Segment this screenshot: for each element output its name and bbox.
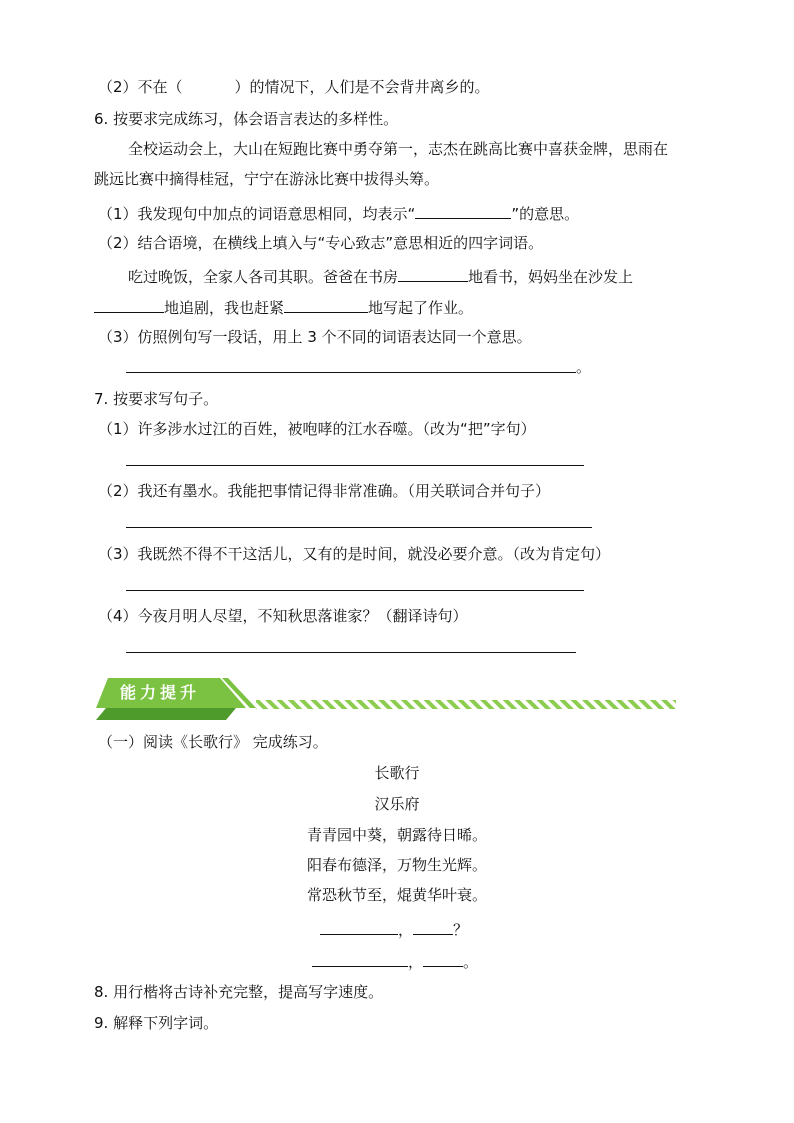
poem-line-3: 常恐秋节至，焜黄华叶衰。: [306, 886, 487, 904]
section-banner-title: 能力提升: [120, 683, 201, 702]
q9-title: 9. 解释下列字词。: [94, 1014, 219, 1032]
q6-item1-answer-blank[interactable]: [415, 204, 511, 219]
q6-item3-end-mark: 。: [576, 358, 592, 376]
q7-item2: （2）我还有墨水。我能把事情记得非常准确。（用关联词合并句子）: [98, 482, 551, 500]
reading-intro: （一）阅读《长歌行》 完成练习。: [98, 733, 328, 751]
q6-item3-answer-line[interactable]: [126, 372, 576, 373]
poem-blank-2b[interactable]: [423, 952, 463, 967]
q6-passage-line1: 全校运动会上，大山在短跑比赛中勇夺第一，志杰在跳高比赛中喜获金牌，思雨在: [128, 140, 669, 158]
q6-item1: （1）我发现句中加点的词语意思相同，均表示“ ”的意思。: [98, 205, 580, 223]
poem-line-2: 阳春布德泽，万物生光辉。: [306, 856, 487, 874]
q7-item1-answer-line[interactable]: [126, 465, 584, 466]
q8-title: 8. 用行楷将古诗补充完整，提高写字速度。: [94, 983, 384, 1001]
q5-item2: （2）不在（ ）的情况下，人们是不会背井离乡的。: [98, 78, 490, 96]
q6-fill-blank-1[interactable]: [398, 267, 468, 282]
q6-passage-line2: 跳远比赛中摘得桂冠，宁宁在游泳比赛中拔得头筹。: [94, 170, 440, 188]
q6-fill-blank-2[interactable]: [94, 298, 164, 313]
poem-blank-line-1: ， ？: [320, 920, 468, 938]
q7-item3-answer-line[interactable]: [126, 590, 584, 591]
q7-item3: （3）我既然不得不干这活儿，又有的是时间，就没必要介意。（改为肯定句）: [98, 545, 611, 563]
poem-blank-line-2: ， 。: [312, 952, 478, 970]
section-banner: [96, 678, 680, 720]
q6-fill-line2: 地追剧，我也赶紧 地写起了作业。: [94, 298, 473, 316]
q6-title: 6. 按要求完成练习，体会语言表达的多样性。: [94, 110, 399, 128]
q6-fill-blank-3[interactable]: [284, 298, 368, 313]
q6-fill-line1: 吃过晚饭，全家人各司其职。爸爸在书房 地看书，妈妈坐在沙发上: [128, 268, 634, 286]
poem-blank-2a[interactable]: [312, 952, 408, 967]
q7-item1: （1）许多涉水过江的百姓，被咆哮的江水吞噬。（改为“把”字句）: [98, 420, 536, 438]
q6-item2: （2）结合语境，在横线上填入与“专心致志”意思相近的四字词语。: [98, 234, 544, 252]
q7-item4-answer-line[interactable]: [126, 652, 576, 653]
q7-item2-answer-line[interactable]: [126, 527, 592, 528]
poem-author: 汉乐府: [374, 795, 420, 813]
q6-item3: （3）仿照例句写一段话，用上 3 个不同的词语表达同一个意思。: [98, 328, 532, 346]
poem-title: 长歌行: [374, 764, 420, 782]
q7-title: 7. 按要求写句子。: [94, 390, 219, 408]
poem-blank-1b[interactable]: [413, 920, 453, 935]
q7-item4: （4）今夜月明人尽望，不知秋思落谁家？（翻译诗句）: [98, 607, 468, 625]
poem-line-1: 青青园中葵，朝露待日晞。: [306, 826, 487, 844]
poem-blank-1a[interactable]: [320, 920, 398, 935]
